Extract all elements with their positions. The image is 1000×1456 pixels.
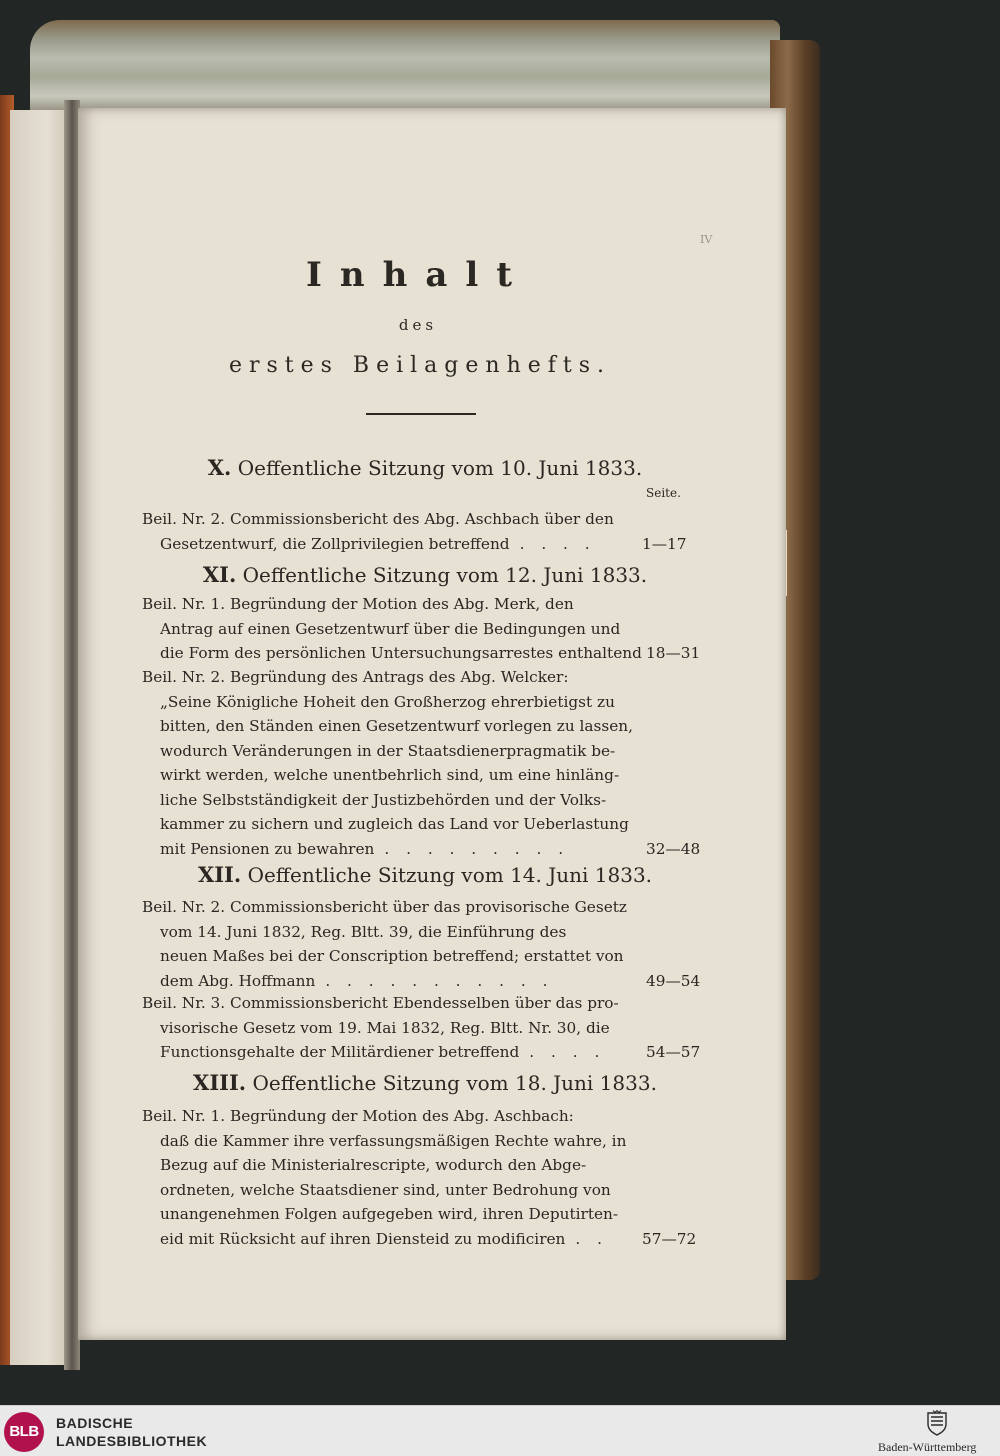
title-divider — [366, 413, 476, 415]
toc-entry-pages: 32—48 — [646, 839, 701, 858]
baden-wuerttemberg-coat-of-arms-icon — [926, 1410, 948, 1436]
page-subtitle-des: des — [398, 316, 438, 334]
book-top-edge — [30, 20, 780, 115]
state-name: Baden-Württemberg — [878, 1440, 977, 1454]
toc-entry-pages: 54—57 — [646, 1043, 701, 1061]
toc-entry — [142, 991, 702, 1065]
toc-entry-line: Bezug auf die Ministerialrescripte, wodurch den Abge- — [160, 1156, 587, 1174]
toc-entry-line: wirkt werden, welche unentbehrlich sind, um eine hinläng- — [160, 766, 620, 784]
blb-logo[interactable]: BLB — [4, 1412, 44, 1452]
library-name-line2: LANDESBIBLIOTHEK — [56, 1433, 208, 1449]
toc-entry-line: Beil. Nr. 2. Commissionsbericht über das provisorische Gesetz — [142, 898, 627, 916]
toc-entry-pages: 57—72 — [642, 1229, 697, 1248]
section-heading-xiii — [0, 1070, 850, 1095]
toc-entry-leader: . . — [575, 1229, 609, 1248]
section-title: Oeffentliche Sitzung vom 18. Juni 1833. — [252, 1071, 657, 1095]
library-footer — [0, 1405, 1000, 1456]
page-number: IV — [700, 233, 713, 246]
toc-entry-line: ordneten, welche Staatsdiener sind, unter Bedrohung von — [160, 1180, 611, 1199]
toc-entry-pages: 1—17 — [642, 534, 687, 553]
toc-entry-line: Beil. Nr. 1. Begründung der Motion des Abg. Aschbach: — [142, 1107, 574, 1125]
toc-entry-line: Functionsgehalte der Militärdiener betreffend — [160, 1043, 520, 1061]
library-name — [56, 1414, 207, 1450]
page-subtitle: erstes Beilagenhefts. — [228, 353, 612, 378]
section-title: Oeffentliche Sitzung vom 12. Juni 1833. — [242, 563, 648, 587]
section-number: XII. — [197, 862, 242, 887]
section-number: X. — [207, 455, 232, 480]
toc-entry-pages: 49—54 — [646, 971, 701, 990]
toc-entry-line: Antrag auf einen Gesetzentwurf über die Bedingungen und — [160, 619, 621, 638]
toc-entry — [142, 592, 702, 666]
toc-entry-line: neuen Maßes bei der Conscription betreffend; erstattet von — [160, 947, 624, 965]
toc-entry-line: daß die Kammer ihre verfassungsmäßigen Rechte wahre, in — [160, 1131, 627, 1150]
section-number: XI. — [202, 562, 237, 587]
toc-entry-line: Beil. Nr. 2. Commissionsbericht des Abg. Aschbach über den — [142, 510, 614, 528]
toc-entry — [142, 895, 702, 993]
section-title: Oeffentliche Sitzung vom 10. Juni 1833. — [237, 456, 643, 480]
toc-entry-line: eid mit Rücksicht auf ihren Diensteid zu modificiren — [160, 1229, 566, 1248]
toc-entry — [142, 1104, 702, 1251]
seite-label: Seite. — [646, 486, 681, 500]
toc-entry-line: Beil. Nr. 2. Begründung des Antrags des Abg. Welcker: — [142, 668, 569, 686]
section-heading-x — [0, 455, 850, 480]
toc-entry-line: die Form des persönlichen Untersuchungsarrestes enthaltend — [160, 644, 642, 662]
page-title: Inhalt — [306, 255, 530, 295]
section-heading-xii — [0, 862, 850, 887]
section-title: Oeffentliche Sitzung vom 14. Juni 1833. — [247, 863, 653, 887]
section-number: XIII. — [193, 1070, 247, 1095]
section-heading-xi — [0, 562, 850, 587]
toc-entry-leader: . . . . . . . . . — [384, 839, 570, 858]
toc-entry-line: wodurch Veränderungen in der Staatsdienerpragmatik be- — [160, 741, 616, 760]
toc-entry-line: Gesetzentwurf, die Zollprivilegien betreffend — [160, 534, 510, 553]
left-page-strip — [10, 110, 70, 1365]
toc-entry-line: Beil. Nr. 3. Commissionsbericht Ebendesselben über das pro- — [142, 994, 619, 1012]
toc-entry-pages: 18—31 — [646, 644, 701, 662]
toc-entry-line: „Seine Königliche Hoheit den Großherzog ehrerbietigst zu — [160, 692, 615, 711]
toc-entry-line: visorische Gesetz vom 19. Mai 1832, Reg. Bltt. Nr. 30, die — [160, 1018, 610, 1037]
toc-entry-line: unangenehmen Folgen aufgegeben wird, ihren Deputirten- — [160, 1205, 619, 1223]
toc-entry-line: bitten, den Ständen einen Gesetzentwurf vorlegen zu lassen, — [160, 717, 634, 735]
toc-entry — [142, 507, 702, 556]
toc-entry-line: vom 14. Juni 1832, Reg. Bltt. 39, die Einführung des — [160, 922, 567, 941]
toc-entry-line: dem Abg. Hoffmann — [160, 971, 316, 990]
toc-entry-line: liche Selbstständigkeit der Justizbehörden und der Volks- — [160, 790, 607, 809]
toc-entry-leader: . . . . . . . . . . . — [325, 971, 554, 990]
toc-entry-line: mit Pensionen zu bewahren — [160, 839, 375, 858]
toc-entry — [142, 665, 702, 861]
toc-entry-leader: . . . . — [529, 1043, 606, 1061]
library-name-line1: BADISCHE — [56, 1415, 134, 1431]
toc-entry-line: kammer zu sichern und zugleich das Land vor Ueberlastung — [160, 815, 629, 833]
toc-entry-line: Beil. Nr. 1. Begründung der Motion des Abg. Merk, den — [142, 595, 574, 613]
toc-entry-leader: . . . . — [519, 534, 596, 553]
